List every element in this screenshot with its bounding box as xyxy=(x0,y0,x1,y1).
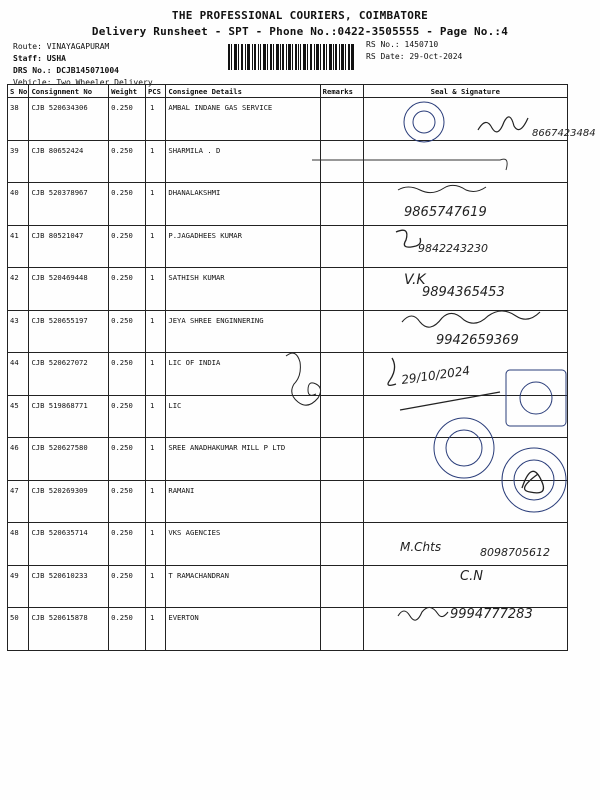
row-remarks xyxy=(320,565,363,608)
table-row xyxy=(8,565,568,608)
handwritten-phone: 8667423484 xyxy=(532,128,596,139)
row-weight: 0.250 xyxy=(109,438,146,481)
table-header-row xyxy=(8,85,568,98)
handwritten-phone: 8098705612 xyxy=(480,546,550,559)
row-pcs: 1 xyxy=(145,523,165,566)
row-consignment-no: CJB 80521047 xyxy=(29,225,109,268)
row-consignment-no: CJB 520615878 xyxy=(29,608,109,651)
row-consignee: DHANALAKSHMI xyxy=(166,183,320,226)
row-remarks xyxy=(320,523,363,566)
row-sno: 43 xyxy=(8,310,29,353)
rs-date: RS Date: 29-Oct-2024 xyxy=(366,52,463,61)
row-consignment-no: CJB 80652424 xyxy=(29,140,109,183)
row-weight: 0.250 xyxy=(109,608,146,651)
row-weight: 0.250 xyxy=(109,395,146,438)
handwritten-date: 29/10/2024 xyxy=(400,363,471,387)
row-signature xyxy=(363,225,567,268)
row-sno: 42 xyxy=(8,268,29,311)
row-remarks xyxy=(320,480,363,523)
table-row xyxy=(8,438,568,481)
handwritten-phone: 9942659369 xyxy=(436,333,519,348)
col-consignee-header: Consignee Details xyxy=(166,85,320,98)
route-info xyxy=(13,41,153,89)
col-signature-header: Seal & Signature xyxy=(363,85,567,98)
row-pcs: 1 xyxy=(145,140,165,183)
row-consignee: AMBAL INDANE GAS SERVICE xyxy=(166,98,320,141)
table-row xyxy=(8,98,568,141)
row-signature xyxy=(363,140,567,183)
barcode-icon xyxy=(228,44,354,70)
table-row xyxy=(8,183,568,226)
row-weight: 0.250 xyxy=(109,480,146,523)
row-signature xyxy=(363,565,567,608)
col-pcs-header: PCS xyxy=(145,85,165,98)
runsheet-subtitle: Delivery Runsheet - SPT - Phone No.:0422-3505555 - Page No.:4 xyxy=(91,25,509,38)
row-sno: 40 xyxy=(8,183,29,226)
row-weight: 0.250 xyxy=(109,353,146,396)
company-title: THE PROFESSIONAL COURIERS, COIMBATORE xyxy=(171,9,429,22)
row-remarks xyxy=(320,225,363,268)
row-pcs: 1 xyxy=(145,480,165,523)
row-pcs: 1 xyxy=(145,225,165,268)
route-label: Route: VINAYAGAPURAM xyxy=(13,42,110,51)
row-pcs: 1 xyxy=(145,438,165,481)
row-weight: 0.250 xyxy=(109,98,146,141)
handwritten-phone: 9894365453 xyxy=(422,285,505,300)
row-consignee: SREE ANADHAKUMAR MILL P LTD xyxy=(166,438,320,481)
staff-label: Staff: USHA xyxy=(13,54,66,63)
row-consignment-no: CJB 520610233 xyxy=(29,565,109,608)
row-signature xyxy=(363,268,567,311)
table-row xyxy=(8,225,568,268)
row-pcs: 1 xyxy=(145,310,165,353)
row-sno: 47 xyxy=(8,480,29,523)
vehicle-label: Vehicle: Two Wheeler Delivery xyxy=(13,78,153,87)
drs-number: DRS No.: DCJB145071004 xyxy=(13,66,119,75)
row-sno: 38 xyxy=(8,98,29,141)
col-remarks-header: Remarks xyxy=(320,85,363,98)
row-consignee: VKS AGENCIES xyxy=(166,523,320,566)
row-sno: 46 xyxy=(8,438,29,481)
row-weight: 0.250 xyxy=(109,565,146,608)
row-signature xyxy=(363,608,567,651)
row-signature xyxy=(363,183,567,226)
row-pcs: 1 xyxy=(145,395,165,438)
runsheet-info xyxy=(366,39,462,63)
row-consignment-no: CJB 520469448 xyxy=(29,268,109,311)
rs-number: RS No.: 1450710 xyxy=(366,40,439,49)
handwritten-phone: 9865747619 xyxy=(404,205,487,220)
row-remarks xyxy=(320,268,363,311)
handwritten-initials: M.Chts xyxy=(400,540,442,554)
table-row xyxy=(8,480,568,523)
row-pcs: 1 xyxy=(145,565,165,608)
row-sno: 39 xyxy=(8,140,29,183)
row-signature xyxy=(363,353,567,396)
row-consignment-no: CJB 520269309 xyxy=(29,480,109,523)
table-body xyxy=(8,98,568,651)
row-consignee: LIC xyxy=(166,395,320,438)
row-signature xyxy=(363,438,567,481)
table-row xyxy=(8,608,568,651)
row-consignee: T RAMACHANDRAN xyxy=(166,565,320,608)
row-signature xyxy=(363,480,567,523)
row-remarks xyxy=(320,395,363,438)
row-weight: 0.250 xyxy=(109,225,146,268)
row-pcs: 1 xyxy=(145,268,165,311)
table-row xyxy=(8,353,568,396)
table-row xyxy=(8,310,568,353)
row-remarks xyxy=(320,140,363,183)
row-signature xyxy=(363,310,567,353)
row-consignment-no: CJB 520378967 xyxy=(29,183,109,226)
row-pcs: 1 xyxy=(145,183,165,226)
row-consignee: LIC OF INDIA xyxy=(166,353,320,396)
delivery-table xyxy=(7,84,568,651)
row-pcs: 1 xyxy=(145,98,165,141)
row-consignment-no: CJB 520627580 xyxy=(29,438,109,481)
row-sno: 48 xyxy=(8,523,29,566)
row-remarks xyxy=(320,438,363,481)
row-remarks xyxy=(320,353,363,396)
row-remarks xyxy=(320,98,363,141)
row-consignment-no: CJB 520627072 xyxy=(29,353,109,396)
row-sno: 44 xyxy=(8,353,29,396)
row-weight: 0.250 xyxy=(109,140,146,183)
row-pcs: 1 xyxy=(145,608,165,651)
row-weight: 0.250 xyxy=(109,268,146,311)
row-remarks xyxy=(320,310,363,353)
row-consignee: RAMANI xyxy=(166,480,320,523)
row-pcs: 1 xyxy=(145,353,165,396)
row-sno: 49 xyxy=(8,565,29,608)
col-consignment-header: Consignment No xyxy=(29,85,109,98)
table-row xyxy=(8,523,568,566)
table-row xyxy=(8,268,568,311)
row-consignment-no: CJB 520634306 xyxy=(29,98,109,141)
row-weight: 0.250 xyxy=(109,523,146,566)
row-consignee: P.JAGADHEES KUMAR xyxy=(166,225,320,268)
row-remarks xyxy=(320,183,363,226)
col-sno-header: S No xyxy=(8,85,29,98)
row-signature xyxy=(363,395,567,438)
row-signature xyxy=(363,98,567,141)
row-consignment-no: CJB 520635714 xyxy=(29,523,109,566)
row-consignment-no: CJB 519868771 xyxy=(29,395,109,438)
table-row xyxy=(8,395,568,438)
row-remarks xyxy=(320,608,363,651)
row-consignee: SHARMILA . D xyxy=(166,140,320,183)
row-weight: 0.250 xyxy=(109,183,146,226)
row-sno: 45 xyxy=(8,395,29,438)
row-consignee: JEYA SHREE ENGINNERING xyxy=(166,310,320,353)
row-sno: 50 xyxy=(8,608,29,651)
handwritten-initials: V.K xyxy=(404,272,426,288)
row-sno: 41 xyxy=(8,225,29,268)
row-signature xyxy=(363,523,567,566)
row-consignee: SATHISH KUMAR xyxy=(166,268,320,311)
row-consignment-no: CJB 520655197 xyxy=(29,310,109,353)
handwritten-phone: 9842243230 xyxy=(418,242,488,255)
row-weight: 0.250 xyxy=(109,310,146,353)
handwritten-phone: 9994777283 xyxy=(450,607,533,622)
handwritten-initials: C.N xyxy=(460,569,483,584)
row-consignee: EVERTON xyxy=(166,608,320,651)
col-weight-header: Weight xyxy=(109,85,146,98)
table-row xyxy=(8,140,568,183)
